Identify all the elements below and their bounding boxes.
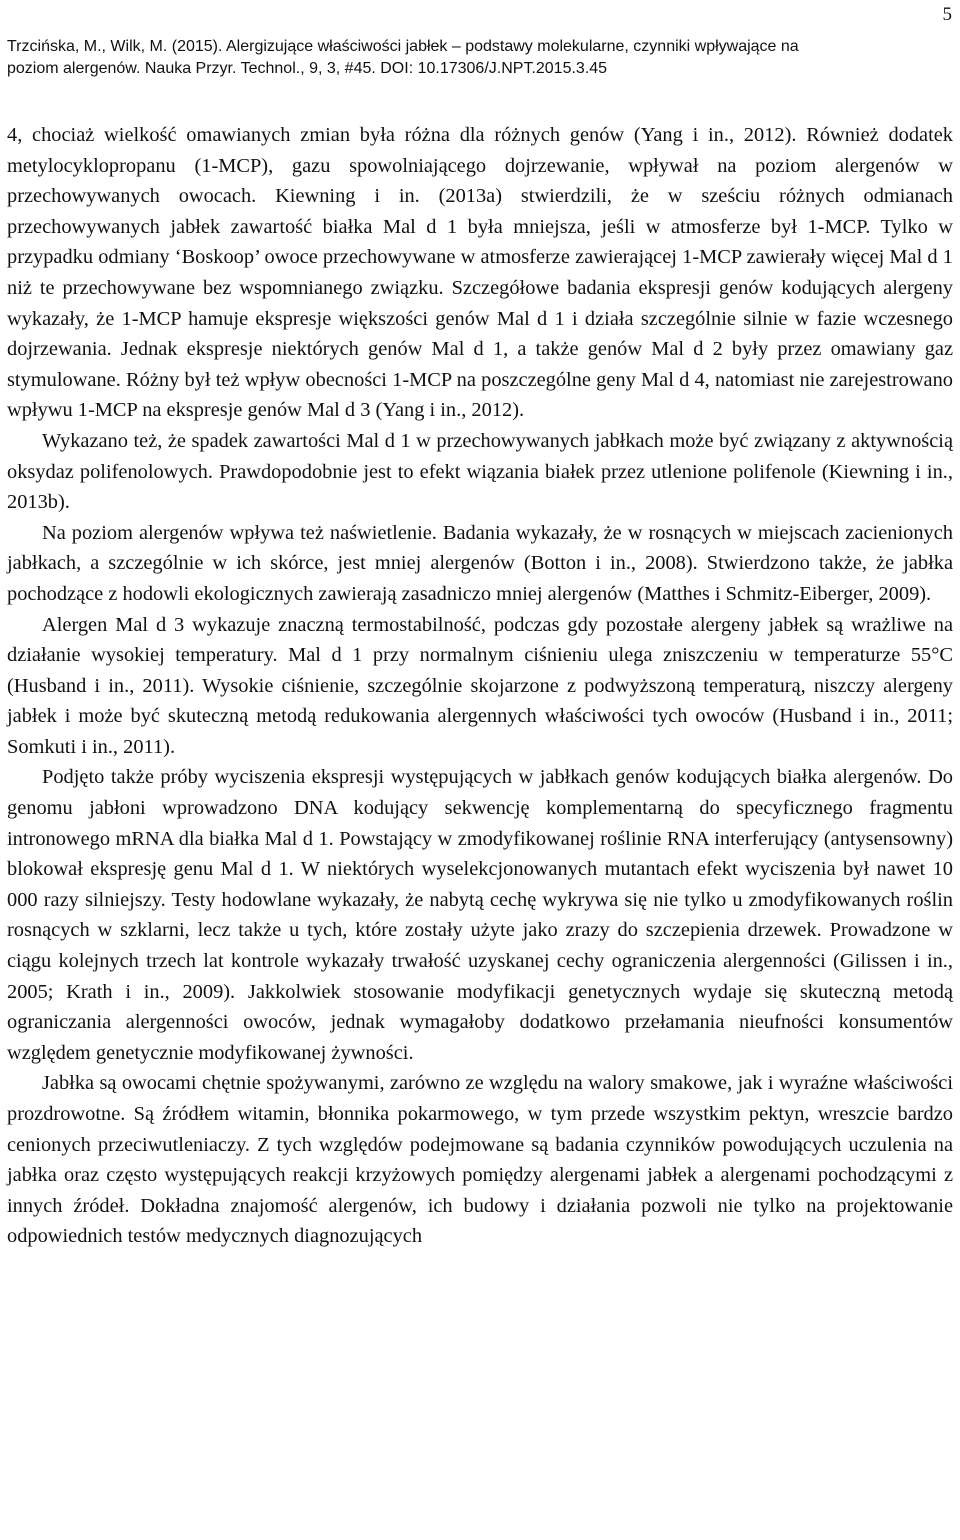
running-header (7, 36, 953, 80)
header-citation-line-2: poziom alergenów. Nauka Przyr. Technol., 9, 3, #45. DOI: 10.17306/J.NPT.2015.3.45 (7, 60, 608, 77)
paragraph-3: Na poziom alergenów wpływa też naświetlenie. Badania wykazały, że w rosnących w miejscach zacienionych jabłkach, a szczególnie w ich skórce, jest mniej alergenów (Botton i in., 2008). Stwierdzono także, że jabłka pochodzące z hodowli ekologicznych zawierają zasadniczo mniej alergenów (Matthes i Schmitz-Eiberger, 2009). (7, 521, 953, 605)
header-citation-line-1: Trzcińska, M., Wilk, M. (2015). Alergizujące właściwości jabłek – podstawy molekularne, czynniki wpływające na (7, 38, 799, 55)
paragraph-6: Jabłka są owocami chętnie spożywanymi, zarówno ze względu na walory smakowe, jak i wyraźne właściwości prozdrowotne. Są źródłem witamin, błonnika pokarmowego, w tym przede wszystkim pektyn, wreszcie bardzo cenionych przeciwutleniaczy. Z tych względów podejmowane są badania czynników powodujących uczulenia na jabłka oraz często występujących reakcji krzyżowych pomiędzy alergenami jabłek a alergenami pochodzącymi z innych źródeł. Dokładna znajomość alergenów, ich budowy i działania pozwoli nie tylko na projektowanie odpowiednich testów medycznych diagnozujących (7, 1072, 953, 1248)
page-number: 5 (942, 4, 952, 25)
paragraph-5: Podjęto także próby wyciszenia ekspresji występujących w jabłkach genów kodujących białka alergenów. Do genomu jabłoni wprowadzono DNA kodujący sekwencję komplementarną do specyficznego fragmentu intronowego mRNA dla białka Mal d 1. Powstający w zmodyfikowanej roślinie RNA interferujący (antysensowny) blokował ekspresję genu Mal d 1. W niektórych wyselekcjonowanych mutantach efekt wyciszenia był nawet 10 000 razy silniejszy. Testy hodowlane wykazały, że nabytą cechę wykrywa się nie tylko u zmodyfikowanych roślin rosnących w szklarni, lecz także u tych, które zostały użyte jako zrazy do szczepienia drzewek. Prowadzone w ciągu kolejnych trzech lat kontrole wykazały trwałość uzyskanej cechy ograniczenia alergenności (Gilissen i in., 2005; Krath i in., 2009). Jakkolwiek stosowanie modyfikacji genetycznych wydaje się skuteczną metodą ograniczania alergenności owoców, jednak wymagałoby dodatkowo przełamania nieufności konsumentów względem genetycznie modyfikowanej żywności. (7, 766, 953, 1064)
paragraph-4: Alergen Mal d 3 wykazuje znaczną termostabilność, podczas gdy pozostałe alergeny jabłek są wrażliwe na działanie wysokiej temperatury. Mal d 1 przy normalnym ciśnieniu ulega zniszczeniu w temperaturze 55°C (Husband i in., 2011). Wysokie ciśnienie, szczególnie skojarzone z podwyższoną temperaturą, niszczy alergeny jabłek i może być skuteczną metodą redukowania alergennych właściwości tych owoców (Husband i in., 2011; Somkuti i in., 2011). (7, 613, 953, 758)
paragraph-1: 4, chociaż wielkość omawianych zmian była różna dla różnych genów (Yang i in., 2012). Również dodatek metylocyklopropanu (1-MCP), gazu spowolniającego dojrzewanie, wpływał na poziom alergenów w przechowywanych owocach. Kiewning i in. (2013a) stwierdzili, że w sześciu różnych odmianach przechowywanych jabłek zawartość białka Mal d 1 była mniejsza, jeśli w atmosferze był 1-MCP. Tylko w przypadku odmiany ‘Boskoop’ owoce przechowywane w atmosferze zawierającej 1-MCP zawierały więcej Mal d 1 niż te przechowywane bez wspomnianego związku. Szczegółowe badania ekspresji genów kodujących alergeny wykazały, że 1-MCP hamuje ekspresje większości genów Mal d 1 i działa szczególnie silnie w fazie wczesnego dojrzewania. Jednak ekspresje niektórych genów Mal d 1, a także genów Mal d 2 były przez omawiany gaz stymulowane. Różny był też wpływ obecności 1-MCP na poszczególne geny Mal d 4, natomiast nie zarejestrowano wpływu 1-MCP na ekspresje genów Mal d 3 (Yang i in., 2012). (7, 124, 953, 422)
body-text (7, 120, 953, 1252)
paragraph-2: Wykazano też, że spadek zawartości Mal d 1 w przechowywanych jabłkach może być związany z aktywnością oksydaz polifenolowych. Prawdopodobnie jest to efekt wiązania białek przez utlenione polifenole (Kiewning i in., 2013b). (7, 429, 953, 514)
